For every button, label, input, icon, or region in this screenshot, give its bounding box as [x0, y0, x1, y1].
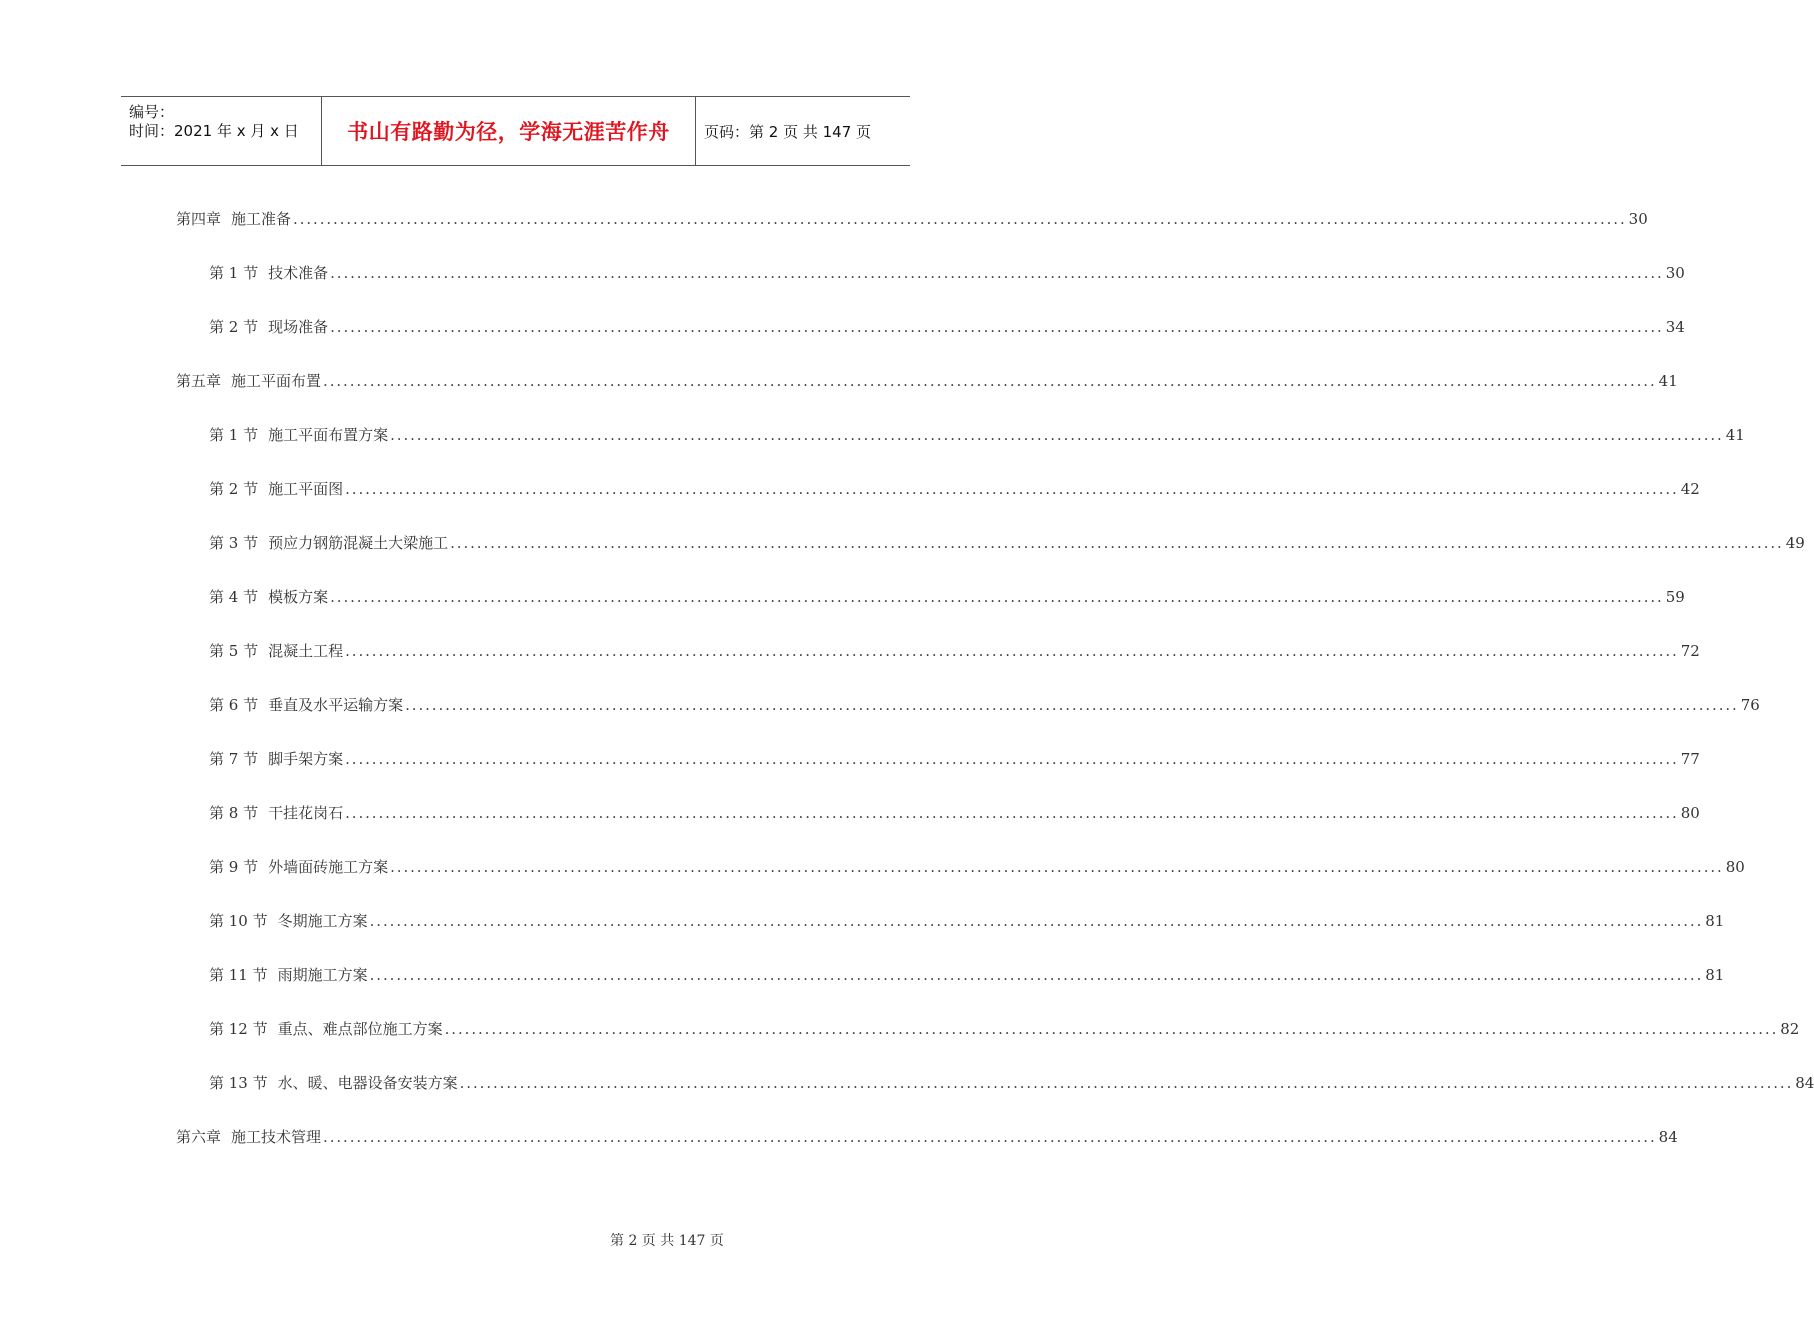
toc-entry-page: 77 — [1680, 750, 1700, 768]
toc-entry-title: 施工平面布置方案 — [268, 426, 389, 444]
toc-entry-number: 第 9 节 — [209, 858, 259, 876]
toc-dot-leader: ........................................................................................................................................................................................................ — [345, 480, 1679, 498]
toc-entry-number: 第 11 节 — [209, 966, 268, 984]
toc-dot-leader: ........................................................................................................................................................................................................ — [390, 426, 1724, 444]
toc-dot-leader: ........................................................................................................................................................................................................ — [450, 534, 1784, 552]
toc-entry-title: 脚手架方案 — [268, 750, 344, 768]
toc-entry-page: 41 — [1658, 372, 1678, 390]
document-header — [121, 96, 910, 166]
toc-dot-leader: ........................................................................................................................................................................................................ — [345, 750, 1679, 768]
toc-dot-leader: ........................................................................................................................................................................................................ — [293, 210, 1627, 228]
toc-section-row[interactable] — [209, 964, 1725, 986]
toc-entry-number: 第 3 节 — [209, 534, 259, 552]
time-label: 时间：2021 年 x 月 x 日 — [129, 122, 299, 140]
toc-entry-page: 76 — [1740, 696, 1760, 714]
toc-entry-number: 第 12 节 — [209, 1020, 268, 1038]
toc-dot-leader: ........................................................................................................................................................................................................ — [323, 372, 1657, 390]
toc-entry-number: 第 2 节 — [209, 318, 259, 336]
toc-chapter-row[interactable] — [176, 208, 1648, 230]
toc-section-row[interactable] — [209, 586, 1685, 608]
toc-entry-title: 水、暖、电器设备安装方案 — [277, 1074, 458, 1092]
toc-entry-page: 42 — [1680, 480, 1700, 498]
toc-dot-leader: ........................................................................................................................................................................................................ — [459, 1074, 1794, 1092]
toc-entry-number: 第 4 节 — [209, 588, 259, 606]
toc-entry-number: 第 7 节 — [209, 750, 259, 768]
toc-dot-leader: ........................................................................................................................................................................................................ — [345, 804, 1679, 822]
toc-section-row[interactable] — [209, 856, 1745, 878]
toc-entry-title: 混凝土工程 — [268, 642, 344, 660]
toc-entry-page: 82 — [1780, 1020, 1800, 1038]
toc-entry-title: 施工平面图 — [268, 480, 344, 498]
toc-entry-title: 垂直及水平运输方案 — [268, 696, 404, 714]
toc-entry-page: 72 — [1680, 642, 1700, 660]
toc-entry-page: 80 — [1680, 804, 1700, 822]
toc-dot-leader: ........................................................................................................................................................................................................ — [390, 858, 1724, 876]
toc-entry-title: 施工准备 — [231, 210, 292, 228]
toc-entry-number: 第 13 节 — [209, 1074, 268, 1092]
toc-section-row[interactable] — [209, 262, 1685, 284]
toc-section-row[interactable] — [209, 1072, 1814, 1094]
toc-entry-title: 技术准备 — [268, 264, 329, 282]
toc-section-row[interactable] — [209, 478, 1700, 500]
toc-section-row[interactable] — [209, 910, 1725, 932]
toc-entry-title: 施工平面布置 — [231, 372, 322, 390]
toc-entry-page: 81 — [1705, 912, 1725, 930]
toc-entry-number: 第六章 — [176, 1128, 222, 1146]
toc-entry-number: 第 1 节 — [209, 264, 259, 282]
header-meta — [121, 97, 321, 165]
toc-entry-number: 第五章 — [176, 372, 222, 390]
toc-section-row[interactable] — [209, 748, 1700, 770]
toc-entry-title: 现场准备 — [268, 318, 329, 336]
toc-entry-title: 重点、难点部位施工方案 — [277, 1020, 443, 1038]
header-page-info: 页码：第 2 页 共 147 页 — [704, 122, 872, 141]
toc-entry-title: 模板方案 — [268, 588, 329, 606]
toc-entry-title: 外墙面砖施工方案 — [268, 858, 389, 876]
toc-entry-title: 冬期施工方案 — [277, 912, 368, 930]
toc-entry-page: 80 — [1725, 858, 1745, 876]
toc-chapter-row[interactable] — [176, 370, 1678, 392]
toc-entry-page: 84 — [1795, 1074, 1814, 1092]
toc-dot-leader: ........................................................................................................................................................................................................ — [330, 318, 1664, 336]
number-label: 编号： — [129, 103, 175, 121]
toc-section-row[interactable] — [209, 640, 1700, 662]
toc-entry-page: 41 — [1725, 426, 1745, 444]
toc-entry-page: 59 — [1665, 588, 1685, 606]
toc-section-row[interactable] — [209, 316, 1685, 338]
toc-entry-page: 34 — [1665, 318, 1685, 336]
toc-dot-leader: ........................................................................................................................................................................................................ — [369, 912, 1704, 930]
toc-entry-page: 30 — [1665, 264, 1685, 282]
toc-dot-leader: ........................................................................................................................................................................................................ — [369, 966, 1704, 984]
toc-entry-number: 第 5 节 — [209, 642, 259, 660]
toc-section-row[interactable] — [209, 802, 1700, 824]
toc-dot-leader: ........................................................................................................................................................................................................ — [323, 1128, 1657, 1146]
toc-entry-page: 49 — [1785, 534, 1805, 552]
toc-entry-title: 干挂花岗石 — [268, 804, 344, 822]
toc-entry-page: 30 — [1628, 210, 1648, 228]
toc-entry-number: 第 2 节 — [209, 480, 259, 498]
toc-dot-leader: ........................................................................................................................................................................................................ — [330, 264, 1664, 282]
toc-section-row[interactable] — [209, 1018, 1800, 1040]
toc-dot-leader: ........................................................................................................................................................................................................ — [444, 1020, 1779, 1038]
toc-dot-leader: ........................................................................................................................................................................................................ — [405, 696, 1739, 714]
toc-entry-number: 第 10 节 — [209, 912, 268, 930]
toc-entry-title: 预应力钢筋混凝土大梁施工 — [268, 534, 449, 552]
toc-entry-number: 第 6 节 — [209, 696, 259, 714]
toc-dot-leader: ........................................................................................................................................................................................................ — [330, 588, 1664, 606]
toc-entry-number: 第 8 节 — [209, 804, 259, 822]
toc-entry-number: 第 1 节 — [209, 426, 259, 444]
footer-page-number: 第 2 页 共 147 页 — [610, 1233, 724, 1249]
toc-entry-number: 第四章 — [176, 210, 222, 228]
toc-section-row[interactable] — [209, 694, 1760, 716]
toc-dot-leader: ........................................................................................................................................................................................................ — [345, 642, 1679, 660]
toc-chapter-row[interactable] — [176, 1126, 1678, 1148]
toc-entry-title: 雨期施工方案 — [277, 966, 368, 984]
toc-entry-page: 84 — [1658, 1128, 1678, 1146]
toc-entry-page: 81 — [1705, 966, 1725, 984]
toc-entry-title: 施工技术管理 — [231, 1128, 322, 1146]
toc-section-row[interactable] — [209, 424, 1745, 446]
header-motto: 书山有路勤为径，学海无涯苦作舟 — [321, 97, 696, 165]
toc-section-row[interactable] — [209, 532, 1805, 554]
